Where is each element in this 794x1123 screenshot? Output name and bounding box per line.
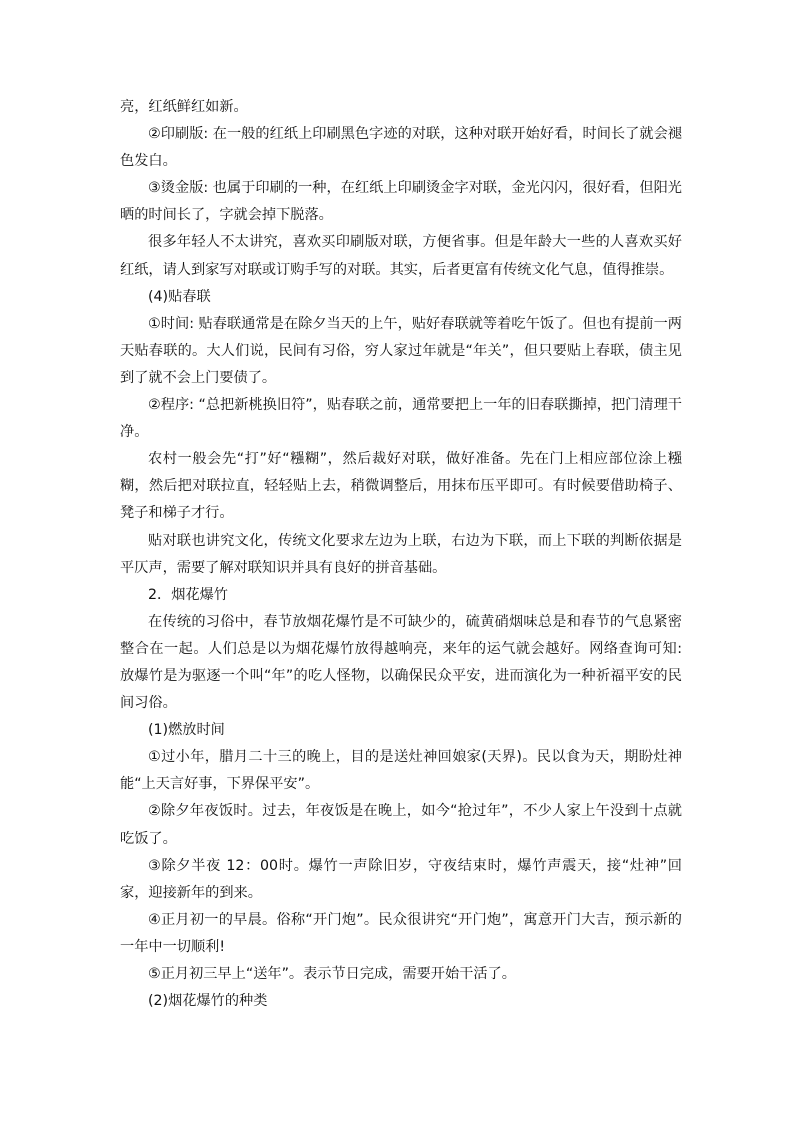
paragraph: ①时间: 贴春联通常是在除夕当天的上午，贴好春联就等着吃午饭了。但也有提前一两天贴春联的。大人们说，民间有习俗，穷人家过年就是“年关”，但只要贴上春联，债主见到了就不会上门要债了。 (120, 315, 682, 386)
paragraph: ③烫金版: 也属于印刷的一种，在红纸上印刷烫金字对联，金光闪闪，很好看，但阳光晒的时间长了，字就会掉下脱落。 (120, 180, 682, 224)
paragraph: 农村一般会先“打”好“糨糊”，然后裁好对联，做好准备。先在门上相应部位涂上糨糊，然后把对联拉直，轻轻贴上去，稍微调整后，用抹布压平即可。有时候要借助椅子、凳子和梯子才行。 (120, 451, 682, 522)
document-body (120, 94, 682, 1015)
paragraph: 很多年轻人不太讲究，喜欢买印刷版对联，方便省事。但是年龄大一些的人喜欢买好红纸，请人到家写对联或订购手写的对联。其实，后者更富有传统文化气息，值得推崇。 (120, 234, 682, 278)
section-heading: (2)烟花爆竹的种类 (148, 993, 268, 1010)
section-heading: (4)贴春联 (148, 288, 211, 305)
paragraph: ②程序: “总把新桃换旧符”，贴春联之前，通常要把上一年的旧春联撕掉，把门清理干净。 (120, 397, 682, 441)
paragraph: 亮，红纸鲜红如新。 (120, 99, 248, 115)
paragraph: ⑤正月初三早上“送年”。表示节日完成，需要开始干活了。 (148, 966, 516, 982)
paragraph: ①过小年，腊月二十三的晚上，目的是送灶神回娘家(天界)。民以食为天，期盼灶神能“上天言好事，下界保平安”。 (120, 749, 682, 793)
paragraph: ③除夕半夜 12：00时。爆竹一声除旧岁，守夜结束时，爆竹声震天，接“灶神”回家，迎接新年的到来。 (120, 857, 682, 901)
paragraph: ④正月初一的早晨。俗称“开门炮”。民众很讲究“开门炮”，寓意开门大吉，预示新的一年中一切顺利! (120, 911, 682, 955)
section-heading: (1)燃放时间 (148, 722, 225, 739)
paragraph: 在传统的习俗中，春节放烟花爆竹是不可缺少的，硫黄硝烟味总是和春节的气息紧密整合在一起。人们总是以为烟花爆竹放得越响亮，来年的运气就会越好。网络查询可知: 放爆竹是为驱逐一个叫“年”的吃人怪物，以确保民众平安，进而演化为一种祈福平安的民间习俗。 (120, 613, 682, 712)
section-heading: 2．烟花爆竹 (148, 586, 228, 603)
paragraph: ②除夕年夜饭时。过去，年夜饭是在晚上，如今“抢过年”，不少人家上午没到十点就吃饭了。 (120, 803, 682, 847)
paragraph: ②印刷版: 在一般的红纸上印刷黑色字迹的对联，这种对联开始好看，时间长了就会褪色发白。 (120, 126, 682, 170)
paragraph: 贴对联也讲究文化，传统文化要求左边为上联，右边为下联，而上下联的判断依据是平仄声，需要了解对联知识并具有良好的拼音基础。 (120, 532, 682, 576)
